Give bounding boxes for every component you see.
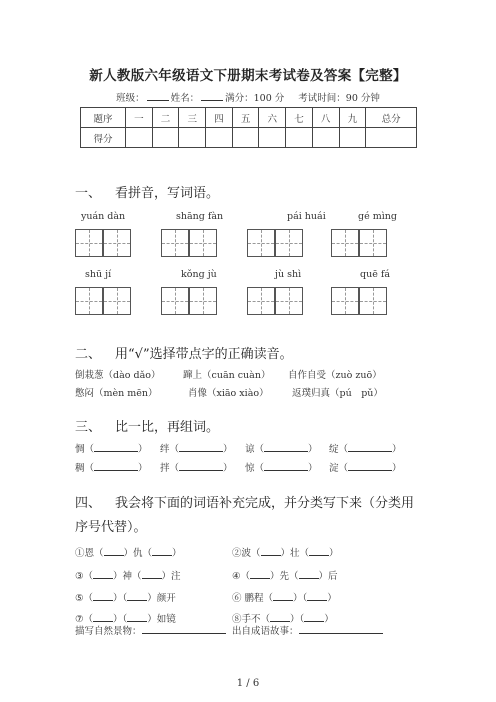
word-compose-item: 拌（ ） xyxy=(160,463,233,474)
idiom-blank[interactable] xyxy=(250,569,270,579)
tianzige-writing-box[interactable] xyxy=(161,229,189,257)
word-compose-blank[interactable] xyxy=(348,461,392,471)
idiom-item: ⑦（ ）（ ）如镜 xyxy=(75,614,176,625)
idiom-blank[interactable] xyxy=(93,612,113,622)
word-compose-blank[interactable] xyxy=(264,461,308,471)
section2-item-6[interactable]: 返璞归真（pú pǔ） xyxy=(292,388,383,399)
section4-heading-line1: 四、 我会将下面的词语补充完成，并分类写下来（分类用 xyxy=(75,496,415,511)
score-cell[interactable] xyxy=(126,128,153,148)
score-cell[interactable] xyxy=(286,128,313,148)
section2-heading: 二、 用“√”选择带点字的正确读音。 xyxy=(75,347,293,362)
word-compose-blank[interactable] xyxy=(179,442,223,452)
word-compose-blank[interactable] xyxy=(94,461,138,471)
word-compose-blank[interactable] xyxy=(264,442,308,452)
section1-heading: 一、 看拼音，写词语。 xyxy=(75,186,220,201)
score-cell[interactable] xyxy=(206,128,233,148)
idiom-blank[interactable] xyxy=(104,546,124,556)
idiom-blank[interactable] xyxy=(273,591,293,601)
idiom-item: ①恩（ ）仇（ ） xyxy=(75,548,182,559)
word-compose-blank[interactable] xyxy=(348,442,392,452)
tianzige-writing-box[interactable] xyxy=(75,229,103,257)
tianzige-writing-box[interactable] xyxy=(189,229,217,257)
idiom-blank[interactable] xyxy=(93,591,113,601)
score-cell[interactable] xyxy=(366,128,417,148)
score-table-label-cell: 得分 xyxy=(81,128,126,148)
idiom-blank[interactable] xyxy=(304,612,324,622)
section2-item-4[interactable]: 憋闷（mèn mēn） xyxy=(75,388,158,399)
score-cell[interactable] xyxy=(179,128,206,148)
score-table-header-row xyxy=(81,108,417,128)
class-label: 班级： xyxy=(116,93,145,104)
score-cell[interactable] xyxy=(312,128,339,148)
idiom-blank[interactable] xyxy=(261,546,281,556)
pinyin-label: shū jí xyxy=(85,269,112,280)
full-score: 满分：100 分 xyxy=(225,93,285,104)
score-table-label-cell: 题序 xyxy=(81,108,126,128)
section2-item-5[interactable]: 肖像（xiāo xiào） xyxy=(188,388,269,399)
tianzige-writing-box[interactable] xyxy=(103,229,131,257)
idiom-blank[interactable] xyxy=(309,546,329,556)
score-table-header-cell: 总分 xyxy=(366,108,417,128)
name-label: 姓名： xyxy=(170,93,200,104)
score-table xyxy=(80,107,417,148)
score-cell[interactable] xyxy=(259,128,286,148)
section3-heading: 三、 比一比，再组词。 xyxy=(75,420,220,435)
word-compose-item: 惆（ ） xyxy=(75,444,148,455)
word-compose-item: 绊（ ） xyxy=(160,444,233,455)
idiom-item: ⑥ 鹏程（ ）（ ） xyxy=(232,593,337,604)
page-number: 1 / 6 xyxy=(236,678,260,689)
pinyin-label: shāng fàn xyxy=(176,211,224,222)
scenery-blank[interactable] xyxy=(142,624,226,634)
idiom-story-blank[interactable] xyxy=(299,624,383,634)
pinyin-label: quē fá xyxy=(360,269,391,280)
score-table-header-cell: 一 xyxy=(126,108,153,128)
score-table-header-cell: 五 xyxy=(232,108,259,128)
idiom-story-answer-line: 出自成语故事： xyxy=(232,623,383,637)
pinyin-label: pái huái xyxy=(287,211,326,222)
tianzige-writing-box[interactable] xyxy=(161,287,189,315)
exam-time: 考试时间：90 分钟 xyxy=(298,93,380,104)
tianzige-writing-box[interactable] xyxy=(189,287,217,315)
exam-info-line xyxy=(0,90,496,104)
idiom-blank[interactable] xyxy=(93,569,113,579)
idiom-blank[interactable] xyxy=(142,569,162,579)
tianzige-writing-box[interactable] xyxy=(75,287,103,315)
tianzige-writing-box[interactable] xyxy=(331,287,359,315)
section4-heading-line2: 序号代替）。 xyxy=(75,520,147,535)
idiom-item: ⑤（ ）（ ）颜开 xyxy=(75,593,176,604)
word-compose-item: 谅（ ） xyxy=(245,444,318,455)
idiom-blank[interactable] xyxy=(127,612,147,622)
tianzige-writing-box[interactable] xyxy=(359,229,387,257)
score-table-score-row xyxy=(81,128,417,148)
score-cell[interactable] xyxy=(339,128,366,148)
idiom-blank[interactable] xyxy=(127,591,147,601)
score-table-header-cell: 三 xyxy=(179,108,206,128)
class-blank[interactable] xyxy=(147,91,169,101)
name-blank[interactable] xyxy=(201,91,223,101)
idiom-blank[interactable] xyxy=(307,591,327,601)
section2-item-3[interactable]: 自作自受（zuò zuō） xyxy=(288,370,382,381)
score-table-header-cell: 四 xyxy=(206,108,233,128)
idiom-item: ⑧手不（ ）（ ） xyxy=(232,614,334,625)
idiom-blank[interactable] xyxy=(152,546,172,556)
idiom-blank[interactable] xyxy=(299,569,319,579)
word-compose-item: 淀（ ） xyxy=(329,463,402,474)
idiom-item: ③（ ）神（ ）注 xyxy=(75,571,181,582)
tianzige-writing-box[interactable] xyxy=(275,287,303,315)
tianzige-writing-box[interactable] xyxy=(331,229,359,257)
idiom-item: ②波（ ）壮（ ） xyxy=(232,548,339,559)
score-table-header-cell: 七 xyxy=(286,108,313,128)
score-table-header-cell: 二 xyxy=(152,108,179,128)
idiom-item: ④（ ）先（ ）后 xyxy=(232,571,338,582)
word-compose-blank[interactable] xyxy=(179,461,223,471)
pinyin-label: kǒng jù xyxy=(181,269,217,280)
score-table-header-cell: 九 xyxy=(339,108,366,128)
tianzige-writing-box[interactable] xyxy=(103,287,131,315)
section2-item-2[interactable]: 蹿上（cuān cuàn） xyxy=(183,370,271,381)
word-compose-item: 绽（ ） xyxy=(329,444,402,455)
word-compose-item: 稠（ ） xyxy=(75,463,148,474)
idiom-blank[interactable] xyxy=(270,612,290,622)
pinyin-label: yuán dàn xyxy=(81,211,126,222)
pinyin-label: jù shì xyxy=(275,269,302,280)
tianzige-writing-box[interactable] xyxy=(247,229,275,257)
word-compose-blank[interactable] xyxy=(94,442,138,452)
scenery-answer-line: 描写自然景物： xyxy=(75,623,226,637)
score-cell[interactable] xyxy=(152,128,179,148)
tianzige-writing-box[interactable] xyxy=(275,229,303,257)
pinyin-label: gé mìng xyxy=(358,211,397,222)
page-title: 新人教版六年级语文下册期末考试卷及答案【完整】 xyxy=(89,68,407,84)
score-table-header-cell: 六 xyxy=(259,108,286,128)
section2-item-1[interactable]: 倒栽葱（dào dǎo） xyxy=(75,370,161,381)
score-cell[interactable] xyxy=(232,128,259,148)
score-table-header-cell: 八 xyxy=(312,108,339,128)
word-compose-item: 惊（ ） xyxy=(245,463,318,474)
tianzige-writing-box[interactable] xyxy=(359,287,387,315)
tianzige-writing-box[interactable] xyxy=(247,287,275,315)
